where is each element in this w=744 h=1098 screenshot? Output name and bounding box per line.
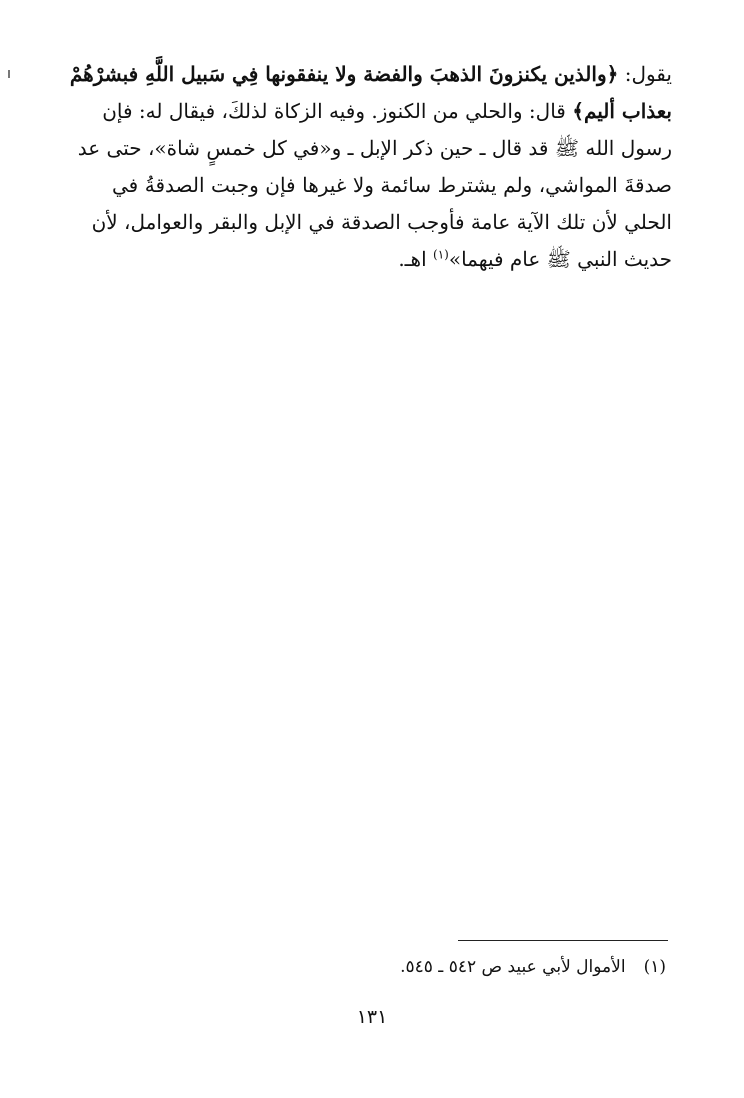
text-line <box>69 56 672 93</box>
text-line <box>102 93 672 130</box>
main-paragraph <box>69 56 672 278</box>
footnote-text: الأموال لأبي عبيد ص ٥٤٢ ـ ٥٤٥. <box>400 957 626 977</box>
footnote-ref: (١) <box>433 247 449 262</box>
text-line <box>112 167 672 204</box>
footnote-number: (١) <box>643 957 666 977</box>
text-line <box>77 130 672 167</box>
margin-mark <box>8 70 10 78</box>
text-run: رسول الله ﷺ قد قال ـ حين ذكر الإبل ـ و«في كل خمسٍ شاة»، حتى عد <box>77 136 672 160</box>
text-line <box>112 241 672 278</box>
quran-quote: بعذاب أليم﴾ <box>572 99 672 123</box>
text-run: اهـ. <box>398 247 433 271</box>
text-run: يقول: <box>618 62 672 86</box>
footnote <box>246 954 666 980</box>
page-number: ١٣١ <box>356 1006 388 1028</box>
text-run: الحلي لأن تلك الآية عامة فأوجب الصدقة في الإبل والبقر والعوامل، لأن <box>91 210 672 234</box>
text-line <box>91 204 672 241</box>
text-run: حديث النبي ﷺ عام فيهما» <box>448 247 672 271</box>
footnote-separator <box>458 940 668 941</box>
text-run: قال: والحلي من الكنوز. وفيه الزكاة لذلكَ، فيقال له: فإن <box>102 99 573 123</box>
quran-quote: ﴿والذين يكنزونَ الذهبَ والفضة ولا ينفقونها فِي سَبيل اللَّهِ فبشرْهُمْ <box>69 62 619 86</box>
text-run: صدقةَ المواشي، ولم يشترط سائمة ولا غيرها فإن وجبت الصدقةُ في <box>112 173 672 197</box>
